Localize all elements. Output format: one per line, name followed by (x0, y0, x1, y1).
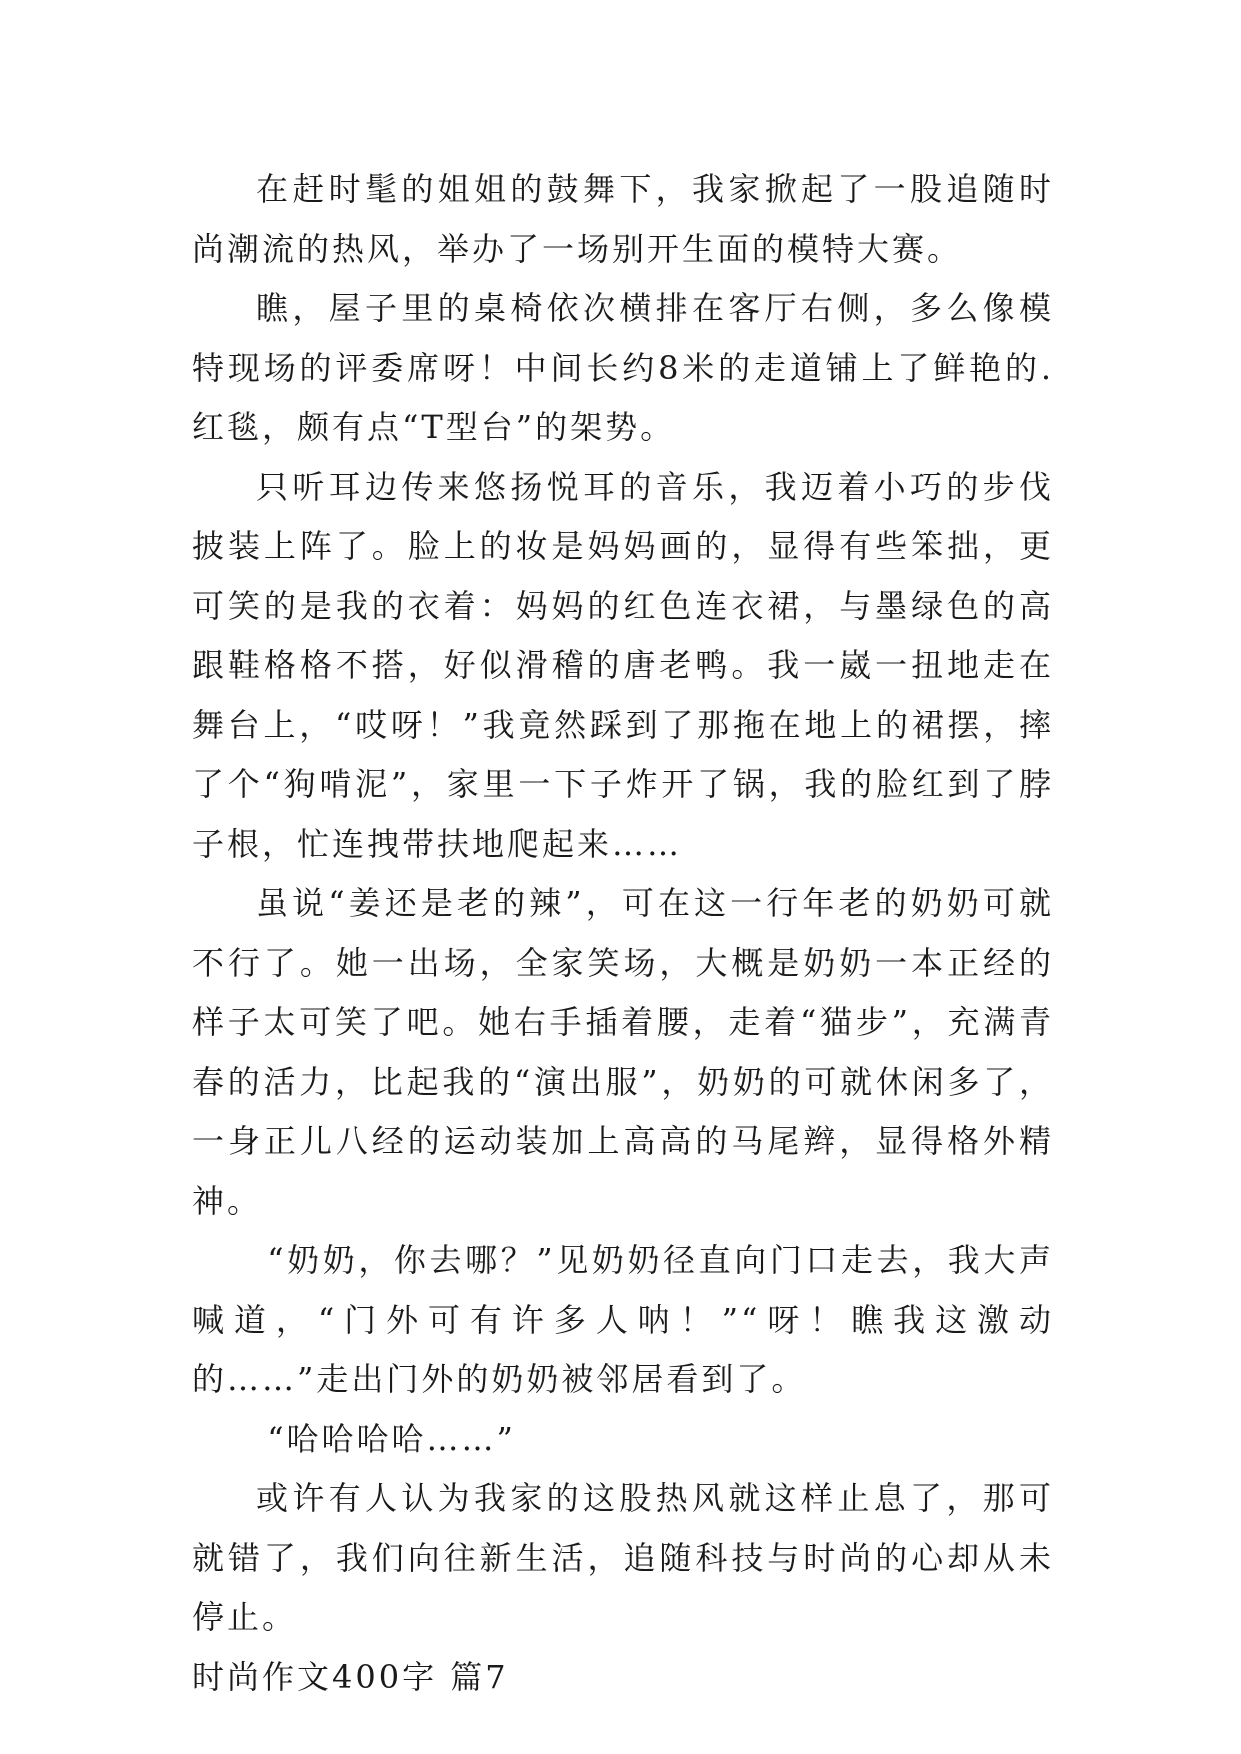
paragraph-2: 瞧，屋子里的桌椅依次横排在客厅右侧，多么像模特现场的评委席呀！中间长约8米的走道铺上了鲜艳的.红毯，颇有点“T型台”的架势。 (192, 289, 1054, 446)
paragraph-1: 在赶时髦的姐姐的鼓舞下，我家掀起了一股追随时尚潮流的热风，举办了一场别开生面的模特大赛。 (192, 170, 1054, 268)
next-essay-heading: 时尚作文400字 篇7 (192, 1657, 509, 1696)
paragraph-4: 虽说“姜还是老的辣”，可在这一行年老的奶奶可就不行了。她一出场，全家笑场，大概是奶奶一本正经的样子太可笑了吧。她右手插着腰，走着“猫步”，充满青春的活力，比起我的“演出服”，奶奶的可就休闲多了，一身正儿八经的运动装加上高高的马尾辫，显得格外精神。 (192, 884, 1054, 1220)
paragraph-5: “奶奶，你去哪？”见奶奶径直向门口走去，我大声喊道，“门外可有许多人呐！”“呀！瞧我这激动的……”走出门外的奶奶被邻居看到了。 (192, 1241, 1054, 1398)
essay-body (192, 160, 1054, 1707)
paragraph-6: “哈哈哈哈……” (267, 1419, 516, 1458)
paragraph-3: 只听耳边传来悠扬悦耳的音乐，我迈着小巧的步伐披装上阵了。脸上的妆是妈妈画的，显得有些笨拙，更可笑的是我的衣着：妈妈的红色连衣裙，与墨绿色的高跟鞋格格不搭，好似滑稽的唐老鸭。我一崴一扭地走在舞台上，“哎呀！”我竟然踩到了那拖在地上的裙摆，摔了个“狗啃泥”，家里一下子炸开了锅，我的脸红到了脖子根，忙连拽带扶地爬起来…… (192, 467, 1054, 863)
paragraph-7: 或许有人认为我家的这股热风就这样止息了，那可就错了，我们向往新生活，追随科技与时尚的心却从未停止。 (192, 1479, 1054, 1636)
